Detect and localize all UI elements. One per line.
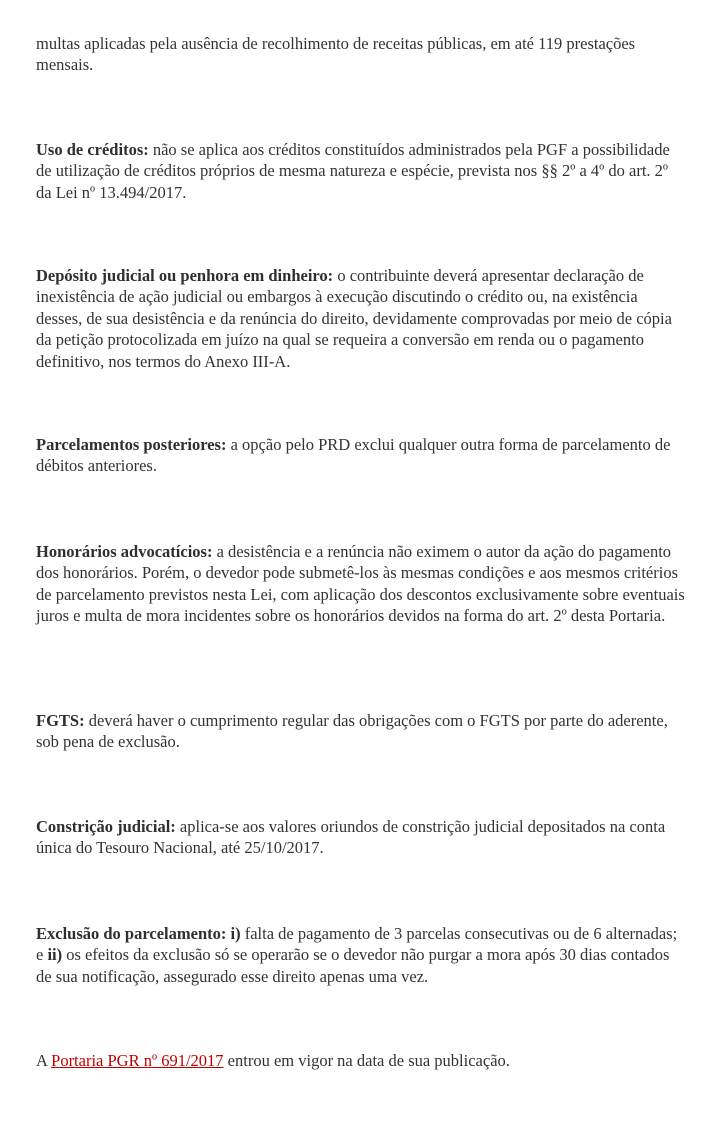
- exclusion-item-1-text: falta de pagamento de 3 parcelas consecutivas ou de 6 alternadas; e: [36, 924, 678, 965]
- intro-text: multas aplicadas pela ausência de recolhimento de receitas públicas, em até 119 prestações mensais.: [36, 34, 636, 75]
- list-marker-ii: ii): [47, 945, 63, 965]
- section-constricao-judicial: [36, 816, 686, 859]
- section-heading: Uso de créditos:: [36, 140, 149, 159]
- section-heading: Constrição judicial:: [36, 817, 176, 836]
- section-text: a opção pelo PRD exclui qualquer outra forma de parcelamento de débitos anteriores.: [36, 435, 671, 476]
- section-heading: Parcelamentos posteriores:: [36, 435, 227, 454]
- section-parcelamentos-posteriores: [36, 434, 686, 477]
- section-text: aplica-se aos valores oriundos de constrição judicial depositados na conta única do Tesouro Nacional, até 25/10/2017.: [36, 817, 666, 858]
- section-honorarios-advocaticios: [36, 541, 686, 627]
- intro-paragraph: [36, 33, 686, 76]
- section-heading: Honorários advocatícios:: [36, 542, 213, 561]
- portaria-link[interactable]: Portaria PGR nº 691/2017: [51, 1051, 224, 1070]
- section-text: não se aplica aos créditos constituídos administrados pela PGF a possibilidade de utilização de créditos próprios de mesma natureza e espécie, prevista nos §§ 2º a 4º do art. 2º da Lei nº 13.494/2017.: [36, 140, 670, 202]
- closing-prefix: A: [36, 1051, 52, 1070]
- section-text: a desistência e a renúncia não eximem o autor da ação do pagamento dos honorários. Porém, o devedor pode submetê-los às mesmas condições e aos mesmos critérios de parcelamento previstos nesta Lei, com aplicação dos descontos exclusivamente sobre eventuais juros e multa de mora incidentes sobre os honorários devidos na forma do art. 2º desta Portaria.: [36, 542, 685, 626]
- list-marker-i: i): [230, 924, 241, 943]
- section-text: o contribuinte deverá apresentar declaração de inexistência de ação judicial ou embargos à execução discutindo o crédito ou, na existência desses, de sua desistência e da renúncia do direito, devidamente comprovadas por meio de cópia da petição protocolizada em juízo na qual se requeira a conversão em renda ou o pagamento definitivo, nos termos do Anexo III-A.: [36, 266, 672, 371]
- section-fgts: [36, 710, 686, 753]
- section-heading: Depósito judicial ou penhora em dinheiro:: [36, 266, 334, 285]
- section-heading: Exclusão do parcelamento:: [36, 924, 227, 943]
- section-text: deverá haver o cumprimento regular das obrigações com o FGTS por parte do aderente, sob pena de exclusão.: [36, 711, 668, 752]
- section-heading: FGTS:: [36, 711, 85, 730]
- section-uso-de-creditos: [36, 139, 686, 203]
- section-exclusao-do-parcelamento: [36, 923, 686, 987]
- closing-suffix: entrou em vigor na data de sua publicação.: [223, 1051, 510, 1070]
- closing-paragraph: [36, 1050, 686, 1071]
- exclusion-item-2-text: os efeitos da exclusão só se operarão se o devedor não purgar a mora após 30 dias contados de sua notificação, assegurado esse direito apenas uma vez.: [36, 945, 670, 986]
- section-deposito-judicial: [36, 265, 686, 372]
